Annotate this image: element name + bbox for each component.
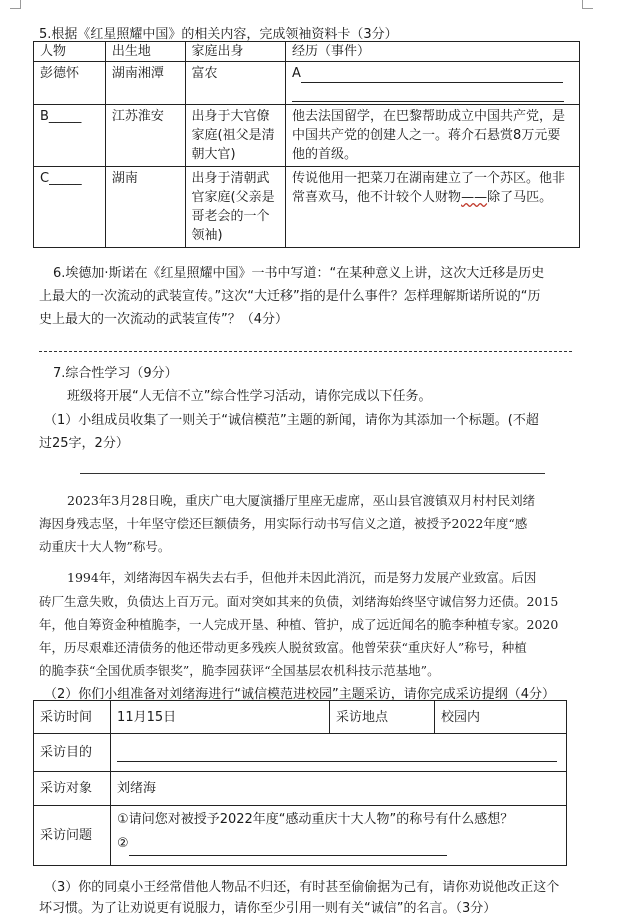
q5-row3-person[interactable]: C_____ [34, 167, 106, 248]
q6-line3: 史上最大的一次流动的武装宣传”？（4分） [39, 312, 289, 327]
q5-row3-experience-tail: 除了马匹。 [487, 190, 553, 205]
interview-question-cell [111, 806, 567, 866]
q5-row3-experience-dash: —— [461, 190, 488, 205]
news-p2-line1: 1994年，刘绪海因车祸失去右手，但他并未因此消沉，而是努力发展产业致富。后因 [67, 570, 537, 585]
q5-row1-family: 富农 [185, 62, 286, 105]
interview-table [33, 700, 567, 866]
q5-header-person: 人物 [34, 42, 106, 62]
q7-task3-line2: 坏习惯。为了让劝说更有说服力，请你至少引用一则有关“诚信”的名言。（3分） [39, 901, 497, 916]
q6-line1: 6.埃德加·斯诺在《红星照耀中国》一书中写道：“在某种意义上讲，这次大迁移是历史 [53, 266, 545, 281]
headline-answer-line[interactable] [80, 473, 545, 474]
q7-task1-line1: （1）小组成员收集了一则关于“诚信模范”主题的新闻，请你为其添加一个标题。(不超 [44, 413, 539, 428]
q7-task2: （2）你们小组准备对刘绪海进行“诚信模范进校园”主题采访，请你完成采访提纲（4分） [44, 687, 556, 702]
q5-row1-experience-label: A [292, 66, 301, 81]
interview-place-label: 采访地点 [330, 701, 435, 734]
q5-row2-birthplace: 江苏淮安 [105, 105, 185, 167]
interview-question-label: 采访问题 [34, 806, 111, 866]
q5-row1-birthplace: 湖南湘潭 [105, 62, 185, 105]
purpose-answer-blank[interactable] [117, 747, 557, 762]
interview-purpose-cell[interactable] [111, 734, 567, 772]
interview-time-value: 11月15日 [111, 701, 330, 734]
q5-header-family: 家庭出身 [185, 42, 286, 62]
interview-question-1: ①请问您对被授予2022年度“感动重庆十大人物”的称号有什么感想？ [117, 812, 514, 827]
q5-row3-birthplace: 湖南 [105, 167, 185, 248]
q7-task1-line2: 过25字，2分） [39, 436, 129, 451]
news-p1-line2: 海因身残志坚，十年坚守偿还巨额债务，用实际行动书写信义之道，被授予2022年度“感 [39, 516, 528, 531]
interview-question-2-mark: ② [117, 836, 129, 851]
q5-row3-experience [286, 167, 580, 248]
q5-row1-person: 彭德怀 [34, 62, 106, 105]
news-p1-line1: 2023年3月28日晚，重庆广电大厦演播厅里座无虚席，巫山县官渡镇双月村村民刘绪 [67, 493, 536, 508]
interview-place-value: 校园内 [435, 701, 567, 734]
q5-row2-family: 出身于大官僚家庭(祖父是清朝大官) [185, 105, 286, 167]
interview-target-value: 刘绪海 [111, 772, 567, 806]
q7-task3-line1: （3）你的同桌小王经常借他人物品不归还，有时甚至偷偷据为己有，请你劝说他改正这个 [44, 880, 560, 895]
interview-purpose-label: 采访目的 [34, 734, 111, 772]
news-p1-line3: 动重庆十大人物”称号。 [39, 539, 171, 554]
q7-title: 7.综合性学习（9分） [53, 366, 178, 381]
q6-answer-line[interactable] [39, 351, 572, 352]
answer-blank-a-line2[interactable] [292, 87, 564, 102]
q5-header-experience: 经历（事件） [286, 42, 580, 62]
interview-time-label: 采访时间 [34, 701, 111, 734]
q7-intro: 班级将开展“人无信不立”综合性学习活动，请你完成以下任务。 [67, 389, 432, 404]
q5-header-birthplace: 出生地 [105, 42, 185, 62]
news-p2-line4: 年，历尽艰难还清债务的他还带动更多残疾人脱贫致富。他曾荣获“重庆好人”称号，种植 [39, 640, 527, 655]
answer-blank-a[interactable] [301, 68, 563, 83]
interview-target-label: 采访对象 [34, 772, 111, 806]
q5-table [33, 41, 580, 248]
q5-row3-family: 出身于清朝武官家庭(父亲是哥老会的一个领袖) [185, 167, 286, 248]
news-p2-line2: 砖厂生意失败，负债达上百万元。面对突如其来的负债，刘绪海始终坚守诚信努力还债。2015 [39, 594, 559, 609]
q6-line2: 上最大的一次流动的武装宣传。”这次“大迁移”指的是什么事件？怎样理解斯诺所说的“历 [39, 289, 541, 304]
q5-row2-person[interactable]: B_____ [34, 105, 106, 167]
page-corner-mark-right [582, 0, 593, 9]
q5-row3-experience-text: 传说他用一把菜刀在湖南建立了一个苏区。他非常喜欢马，他不计较个人财物 [292, 171, 566, 205]
news-p2-line5: 的脆李获“全国优质李银奖”，脆李园获评“全国基层农机科技示范基地”。 [39, 663, 440, 678]
q5-row1-experience [286, 62, 580, 105]
page-corner-mark-left [10, 0, 21, 9]
q5-title: 5.根据《红星照耀中国》的相关内容，完成领袖资料卡（3分） [39, 27, 398, 42]
question2-answer-blank[interactable] [129, 841, 447, 856]
news-p2-line3: 年，他自筹资金种植脆李，一人完成开垦、种植、管护，成了远近闻名的脆李种植专家。2020 [39, 617, 559, 632]
q5-row2-experience: 他去法国留学，在巴黎帮助成立中国共产党，是中国共产党的创建人之一。蒋介石悬赏8万元要他的首级。 [286, 105, 580, 167]
